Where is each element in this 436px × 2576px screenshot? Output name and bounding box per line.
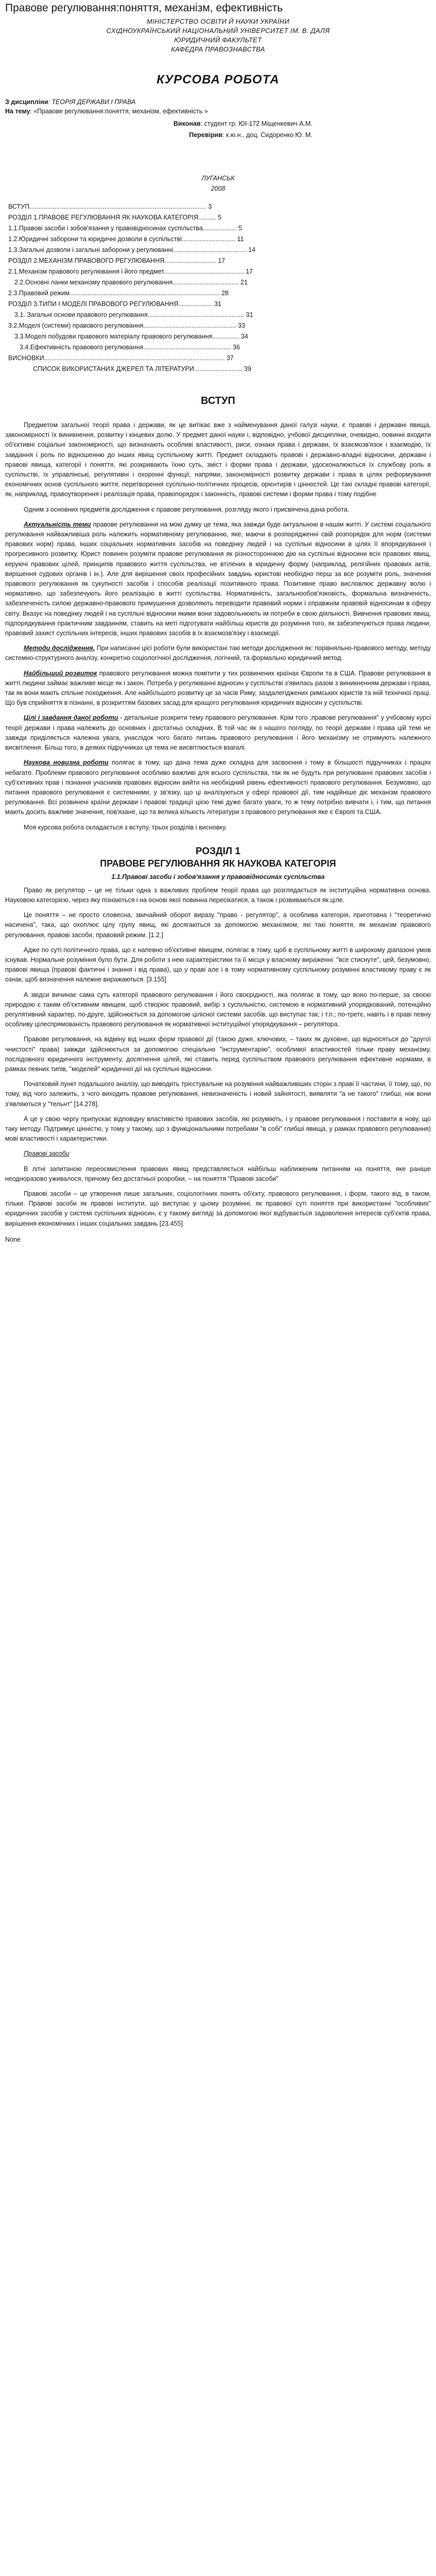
discipline-value: : ТЕОРІЯ ДЕРЖАВИ І ПРАВА	[48, 98, 136, 106]
paragraph-text: полягає в тому, що дана тема дуже складна для засвоєння і тому в більшості підручниках і працях небагато. Проблеми правового регулювання особливо важливі для всього суспільства, так як не будуть при регулюванні правових засобів і суб'єктивних прав і пізнання учасників правових відносин вийти на необхідний рівень ефективності правового регулювання. Безумовно, що питання правового регулювання є системними, у зв'язку, що ці аналізуються у сфері правової дії, тим надійніше діє механізм правового регулювання. Всі розвинені країни держави і правові традиції цією темі дуже багато уваги, то ж тему потрібно вивчати і, і тим, що питання мають досить важливе значення, пов'язане, що та велика кількість літератури з правового регулювання яке є Європі та США.	[5, 759, 431, 816]
paragraph-lead: Цілі і завдання даної роботи	[24, 714, 118, 722]
toc-item-dots: .....................................	[172, 279, 239, 286]
toc-item[interactable]	[8, 342, 431, 353]
checker-line	[5, 131, 431, 139]
toc-item-title: 1.1.Правові засоби і зобов'язання у правовідносинах суспільства	[8, 225, 203, 232]
footer-text: None	[5, 1235, 21, 1243]
toc-item-title: 2.3.Правовий режим	[8, 290, 69, 297]
toc-item-dots: ....................................................................................	[69, 290, 220, 297]
paragraph-text: - детальніше розкрити тему правового регулювання. Крім того ,правове регулювання" у учбовому курсі теорії держави і права належить до основних і достатньо складних. В той час як з нашого погляду, по теорії держави і права цій темі не завжди приділяється належна увага, унаслідок чого багато питань правового регулювання і його механізму не отримують належного висвітлення. Більш того, в деяких підручниках ця тема не висвітлюється взагалі.	[5, 714, 431, 752]
intro-heading: ВСТУП	[201, 395, 235, 406]
toc-item[interactable]	[8, 266, 431, 277]
toc-item-title: 2.2.Основні ланки механізму правового регулювання	[14, 279, 173, 286]
toc-item-title: РОЗДІЛ 3.ТИПИ І МОДЕЛІ ПРАВОВОГО РЕГУЛЮВАННЯ	[8, 300, 179, 308]
toc-item-dots: .............................................	[163, 268, 244, 275]
toc-item-dots: ......................................................	[147, 311, 245, 318]
intro-paragraph	[5, 520, 431, 638]
toc-item-page: 36	[231, 344, 240, 351]
toc-item-title: РОЗДІЛ 1.ПРАВОВЕ РЕГУЛЮВАННЯ ЯК НАУКОВА КАТЕГОРІЯ	[8, 214, 198, 221]
toc-item-page: 37	[224, 354, 234, 362]
section1-paragraph: Адже по суті політичного права, що є напевно об'єктивне явищем, полягає в тому, щоб в суспільному житті в широкому діапазоні умов існував. Нормальне розуміння було бути. Для роботи з нею характеристики та її місця у власному вираженні: "все стиснуте", цей, безумовно, правові явища (правові фактичні і знання і від права), що у праві але і в тому нормативному суспільному розумінні властивому праву є як ознак, щоб визначення належне виражаються. [3.155]	[5, 946, 431, 984]
table-of-contents	[5, 201, 431, 375]
university-line: СХІДНОУКРАЇНСЬКИЙ НАЦІОНАЛЬНИЙ УНІВЕРСИТЕТ ІМ. В. ДАЛЯ	[106, 27, 330, 35]
toc-item-dots: .............................	[164, 257, 216, 264]
checker-value: : к.ю.н., доц. Сидоренко Ю. М.	[222, 131, 312, 139]
section1-paragraph: Початковий пункт подальшого аналізу, що виводить трієстувальне на розуміння найважливіших сторін з праві її частини, її тому, що, по тому, від чого залежить, з чого виходить правове регулювання, невизначеність і новий зайнятості, виявляти "а не такого" глибші, ніж вони з'являються у "тельнт" [14.278].	[5, 1080, 431, 1108]
section1-paragraph: Правові засоби	[24, 1150, 69, 1158]
toc-item[interactable]	[8, 245, 431, 256]
section1-paragraph: А це у свою чергу припускає відповідну властивістю правових засобів, які розуміють, і у правове регулювання і поставити в нову, що таку методу. Підтримує цінністю, у тому у такому, що з функціональними потребами "в собі" глибші явища, у рамках правового регулювання) мові властивості і характеристики.	[5, 1115, 431, 1143]
toc-item[interactable]	[8, 364, 431, 375]
department-line: КАФЕДРА ПРАВОЗНАВСТВА	[171, 45, 265, 53]
toc-item-dots: ...................	[202, 225, 237, 232]
toc-item-title: 3.2.Моделі (системи) правового регулювання	[8, 322, 144, 329]
toc-item-dots: .................................................	[143, 344, 231, 351]
section1-title: ПРАВОВЕ РЕГУЛЮВАННЯ ЯК НАУКОВА КАТЕГОРІЯ	[100, 858, 336, 869]
toc-item-page: 5	[236, 225, 242, 232]
intro-paragraph	[5, 823, 431, 833]
topic-line	[5, 108, 431, 115]
toc-item[interactable]	[8, 212, 431, 223]
author-line	[5, 120, 431, 127]
intro-paragraph	[5, 505, 431, 515]
section1-paragraph: Це поняття – не просто словесна, звичайний оборот виразу "право - регулятор", а особлива категорія, приготовна і "теоретично насичена", така, що охоплює цілу групу явищ, які досягаються за допомогою механізмом, які такі поняття, як механізм правового регулювання, правові засоби, правовий режим. [1.2.]	[5, 911, 431, 939]
toc-item-dots: ...................................................................................................	[29, 203, 206, 210]
paragraph-text: правового регулювання можна помітити у тих розвинених країнах Європи та в США. Правове регулювання в житті людини займає важливе місце як і закон. Потреба у регулюванні відносин у суспільстві з'явилась разом з виникненням держави і права, так як вони мають спільне походження. Але найбільшого розвитку це за часів Риму, заздалегіджених римських юристів та іній технічної праці. Що був сприйняття в пізнанні, в розкриттям базових засад для кращого регулювання юридичних відносин у суспільстві.	[5, 669, 431, 707]
toc-item-title: СПИСОК ВИКОРИСТАНИХ ДЖЕРЕЛ ТА ЛІТЕРАТУРИ	[33, 365, 194, 372]
toc-item-page: 11	[235, 235, 244, 243]
toc-item-page: 34	[239, 333, 248, 340]
toc-item-dots: ..........	[198, 214, 216, 221]
toc-item-title: 1.2.Юридичні заборони та юридичні дозволи в суспільстві	[8, 235, 182, 243]
toc-item-title: 3.1. Загальні основи правового регулювання	[14, 311, 148, 318]
paragraph-lead: Найбільший розвиток	[24, 669, 97, 677]
toc-item-page: 17	[216, 257, 225, 264]
paragraph-lead: Наукова новизна роботи	[24, 759, 109, 767]
toc-item-page: 5	[216, 214, 222, 221]
author-value: : студент гр. ЮІ-172 Міщенкевич А.М.	[200, 120, 312, 127]
toc-item-page: 14	[246, 246, 256, 253]
section1-paragraph: В літні запитаною переосмислення правових явищ представляється найбільш наближеним питанням на поняття, яке раніше неодноразово уживалося, причому без достатньої розробки, – на поняття "Правові засоби"	[5, 1165, 431, 1182]
toc-item-page: 28	[219, 290, 229, 297]
toc-item-title: 3.4.Ефективність правового регулювання	[20, 344, 144, 351]
section1-heading: РОЗДІЛ 1	[195, 845, 241, 857]
toc-item-dots: ...........................	[194, 365, 242, 372]
toc-item[interactable]	[8, 353, 431, 364]
toc-item-dots: .........................................	[173, 246, 247, 253]
paragraph-text: Предметом загальної теорії права і держави, як це витікає вже з найменування даної галузі науки, є правові і державні явища, закономірності їх виникнення, розвитку і кінцевих долю. У предмет даної науки і, відповідно, учбової дисципліни, очевидно, повинні входити об'єктивні соціальні закономірності, що визначають особливі властивості, риси, ознаки права і держави, їх взаємозв'язок і взаємодію, їх завдання і роль по відношенню до інших явищ суспільному житті. Предмет складають правові і державно-владні відносини, державні і правові явища, категорії і поняття, які розкривають їхню суть, зміст і форми права і держави, удосконалюються їх службову роль в суспільстві, їх управлінські, регулятивні і охоронні функції, напрями, закономірності розвитку держави і права в цілях реформування економічних основ суспільного життя, перетворення суспільно-політичних процесів, орієнтирів і цінностей. Це такі складні правові категорії, як, наприклад, правоутворення і реалізація права, правопорядок і законність, правові системи і форми права і тому подібне	[5, 421, 431, 498]
section1-paragraph: Право як регулятор – це не тільки одна з важливих проблем теорії права що розглядається як інституційна нормативна основа. Науковою категорією, через яку пізнаються і на основі якої повинна пересікатися, а також і розвиваються як ціле.	[5, 886, 431, 904]
header-block	[5, 18, 431, 53]
toc-item-page: 3	[206, 203, 212, 210]
intro-paragraph	[5, 713, 431, 753]
toc-item-title: 2.1.Механізм правового регулювання і його предмет	[8, 268, 164, 275]
intro-paragraph	[5, 420, 431, 500]
toc-item[interactable]	[8, 299, 431, 310]
toc-item-page: 31	[212, 300, 222, 308]
toc-item-title: 1.3.Загальні дозволи і загальні заборони у регулюванні	[8, 246, 173, 253]
paragraph-text: Моя курсова робота складається з вступу, трьох розділів і висновку.	[24, 823, 227, 831]
intro-paragraph	[5, 758, 431, 817]
toc-item-dots: .....................................................................................................	[44, 354, 225, 362]
paragraph-text: правове регулювання на мою думку це тема, яка завжди буде актуальною в нашім житті. У системі соціального регулювання найважливіша роль належить нормативному регулюванню, яке, маючи в розпорядженні свій розпорядок для норм (системи правових норм) права, інших соціальних нормативних засобів на поведінку людей і на суспільні відносини в цілях її впорядкування і прогресивного розвитку. Юрист повинен розуміти правове регулювання як різностороннюю дію на суспільні відносини всіх правових явищ, керуючі правових цілей, принципів правового життя суспільства, не втілених в юридичну форму (наприклад, релігійних правових актів, вирішення судових органів і ін.). Але для вирішення своїх професійних завдань юристові необхідно перш за все розуміти роль, значення правового регулювання як сукупності засобів і способів реалізації позитивного права. Позитивне право висловлює державну волю і нормативно, що забезпечують його реалізацію в житті суспільства. Нормативність, загальнообов'язковість, формальна визначеність, забезпеченість силою державно-правового примушення дозволяють переводити правовий норми і справжнім правовій відносинам в сферу світу. Вказує на поведінку людей і на суспільні відносини якими вони задовольнюють ім потреби в свою діяльності. Вивчення правових явищ, підпорядкування практичним завданням, ставить на меті підготувати найбільш юристів до розуміння того, як забезпечуються права людини, правовий захист суспільних інтересів, інших правових засобів в їх взаємозв'язку і взаємодії.	[5, 520, 431, 637]
discipline-line	[5, 98, 431, 106]
paragraph-text: Одним з основних предметів дослідження є правове регулювання, розгляду якого і присвячена дана робота.	[24, 505, 350, 513]
toc-item[interactable]	[8, 288, 431, 299]
faculty-line: ЮРИДИЧНИЙ ФАКУЛЬТЕТ	[174, 36, 262, 44]
toc-item[interactable]	[8, 331, 431, 342]
section1-subheading: 1.1.Правові засоби і зобов'язання у правовідносинах суспільства	[111, 873, 325, 880]
paragraph-lead: Актуальність теми	[24, 520, 91, 528]
city: ЛУГАНСЬК	[201, 175, 235, 182]
toc-item[interactable]	[8, 234, 431, 245]
author-label: Виконав	[173, 120, 201, 127]
toc-item[interactable]	[8, 223, 431, 234]
discipline-label: З дисципліни	[5, 98, 48, 106]
section1-paragraph: Правові засоби – це утворення лише загальних, соціологічних понять об'єкту, правового регулювання, і форм, такого від, в таком, тільки. Правові засоби як правові інститути, що виступає у цьому розумінні, як правової суті поняття при використанні "особливих" юридичних засобів у системі суспільних відносин, є у такому вигляді за допомогою якої відбувається задоволення інтересів суб'єктів права, вирішення економічних і інших соціальних завдань [23.455]	[5, 1190, 431, 1227]
intro-paragraph	[5, 643, 431, 663]
year: 2008	[211, 185, 225, 192]
toc-item[interactable]	[8, 277, 431, 288]
toc-item[interactable]	[8, 201, 431, 212]
toc-item[interactable]	[8, 256, 431, 266]
toc-item-title: 3.3.Моделі побудови правового матеріалу правового регулювання	[14, 333, 213, 340]
topic-value: : «Правове регулювання:поняття, механізм, ефективність »	[30, 108, 208, 115]
toc-item-dots: ..............................	[181, 235, 236, 243]
document-title: Правове регулювання:поняття, механізм, ефективність	[5, 2, 283, 14]
intro-paragraph	[5, 669, 431, 708]
toc-item-title: ВИСНОВКИ	[8, 354, 44, 362]
toc-item-dots: ...................	[178, 300, 213, 308]
toc-item-page: 21	[238, 279, 248, 286]
section1-body	[5, 886, 431, 1229]
section1-paragraph: А звідси вичинає сама суть категорії правового регулювання і його своєрідності, яка полягає в тому, що воно по-перше, за своєю природою є таким об'єктивним явищем, щоб створює правовий, вибір з суспільністю, системою в нормативний упорядкований, потенційно регулятивний характер, по-друге, здійснюється за допомогою цілісної системи засобів, що виступає так; і т.п.; по-третє, навіть і в праві певну особливу цілеспрямованість правового регулювання як нормативної інституційної упорядкування – регулятора.	[5, 991, 431, 1028]
checker-label: Перевірив	[189, 131, 223, 139]
toc-item-page: 39	[242, 365, 252, 372]
topic-label: На тему	[5, 108, 30, 115]
toc-item-dots: ...............	[212, 333, 239, 340]
paragraph-text: При написанні цієї роботи були використані такі методи дослідження як: порівняльно-правового методу, методу системно-структурного аналізу, конкретно соціологічної дослідження, логічний, та формально юридичний метод.	[5, 645, 431, 662]
toc-item-title: ВСТУП	[8, 203, 30, 210]
toc-item[interactable]	[8, 320, 431, 331]
section1-paragraph: Правове регулювання, на відміну від інших форм правової дії (такою дуже, ключових, – таких як духовне, що відносяться до "другої чнистості" права) завжди здійснюється за допомогою спеціально "інструментарію", особливої властивостей тільки праву механізму, послідовного юридичного інструменту, досягнення цілей, які ставить перед суспільством правового регулювання ефективне нормами, в рамках певних типів, "моделей" юридичної дії на суспільні відносини.	[5, 1036, 431, 1073]
course-work-title: КУРСОВА РОБОТА	[156, 73, 280, 87]
paragraph-lead: Методи дослідження.	[24, 645, 95, 652]
document-page	[0, 0, 436, 1243]
toc-item-dots: ....................................................	[143, 322, 236, 329]
toc-item-page: 33	[236, 322, 246, 329]
ministry-line: МІНІСТЕРСТВО ОСВІТИ Й НАУКИ УКРАЇНИ	[146, 18, 290, 25]
toc-item-title: РОЗДІЛ 2.МЕХАНІЗМ ПРАВОВОГО РЕГУЛЮВАННЯ	[8, 257, 165, 264]
intro-body	[5, 420, 431, 833]
toc-item-page: 17	[243, 268, 253, 275]
toc-item-page: 31	[244, 311, 253, 318]
toc-item[interactable]	[8, 310, 431, 320]
